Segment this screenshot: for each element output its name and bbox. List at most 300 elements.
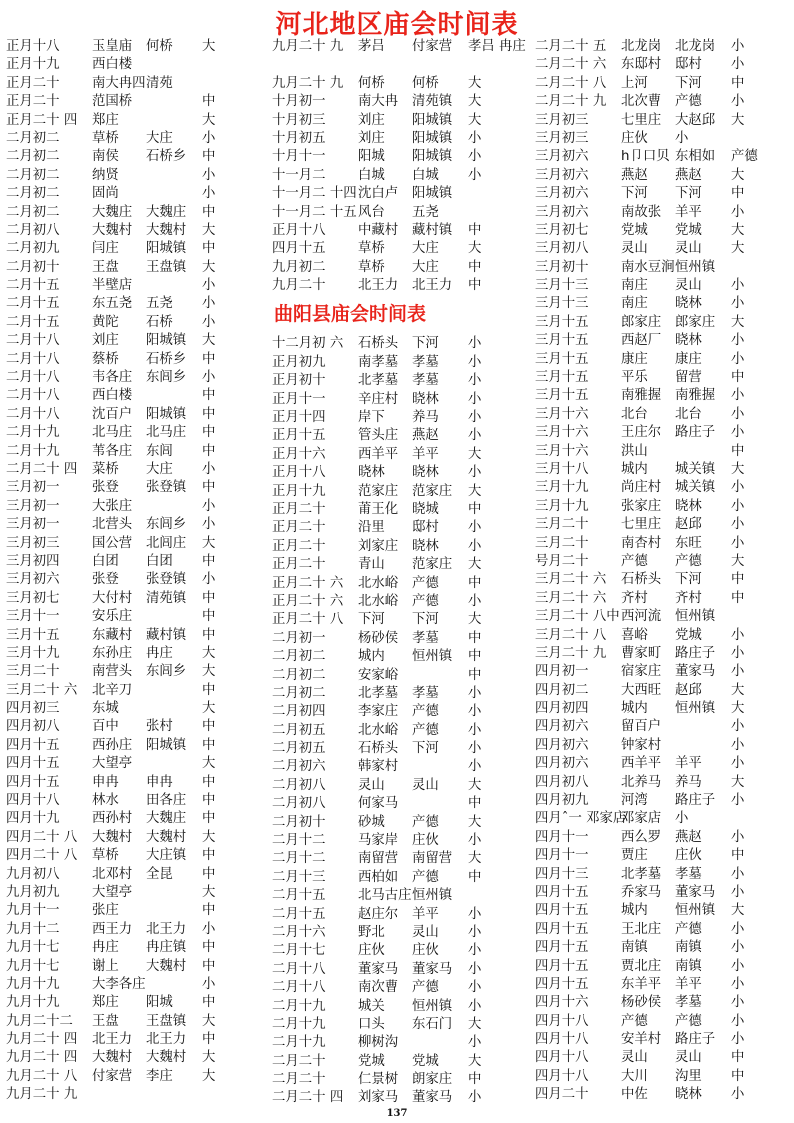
date-cell: 四月十八 — [535, 1068, 589, 1084]
town-cell: 晓林 — [675, 333, 702, 349]
town-cell: 恒州镇 — [412, 998, 453, 1014]
fair-row — [272, 703, 532, 721]
scale-cell: 小 — [731, 921, 745, 937]
date-cell: 正月二十 — [6, 94, 60, 110]
town-cell: 付家营 — [412, 39, 453, 54]
town-cell: 燕赵 — [675, 829, 702, 845]
fair-row — [272, 1016, 532, 1034]
village-cell: 范家庄 — [358, 483, 399, 499]
village-cell: 大魏村 — [92, 829, 133, 845]
village-cell: 张家庄 — [621, 498, 662, 514]
date-cell: 二月初二 — [6, 167, 60, 183]
town-cell: 庄伙 — [412, 833, 439, 849]
town-cell: 阳城镇 — [412, 186, 453, 202]
scale-cell: 中 — [202, 241, 216, 257]
scale-cell: 小 — [468, 391, 482, 407]
fair-row — [6, 939, 266, 957]
fair-row — [272, 722, 532, 740]
fair-row — [535, 939, 794, 957]
scale-cell: 中 — [468, 630, 482, 646]
town-cell: 羊平 — [675, 204, 702, 220]
village-cell: 洪山 — [621, 443, 648, 459]
scale-cell: 小 — [202, 167, 216, 183]
scale-cell: 小 — [731, 296, 745, 312]
town-cell: 南留营 — [412, 851, 453, 867]
fair-row — [272, 961, 532, 979]
scale-cell: 中 — [202, 774, 216, 790]
village-cell: 张庄 — [92, 903, 119, 919]
town-cell: 孝墓 — [412, 630, 439, 646]
village-cell: 乔家马 — [621, 884, 662, 900]
village-cell: 七里庄 — [621, 112, 662, 128]
town-cell: 五尧 — [146, 296, 173, 312]
date-cell: 二月初二 — [6, 130, 60, 146]
scale-cell: 小 — [731, 645, 745, 661]
date-cell: 二月初一 — [272, 630, 326, 646]
fair-row — [6, 921, 266, 939]
town-cell: 路庄子 — [675, 1032, 716, 1048]
fair-row — [535, 921, 794, 939]
village-cell: 城内 — [358, 649, 385, 665]
scale-cell: 小 — [468, 833, 482, 849]
town-cell: 晓林 — [675, 1087, 702, 1103]
village-cell: 南侯 — [92, 149, 119, 165]
scale-cell: 中 — [468, 796, 482, 812]
date-cell: 四月初二 — [535, 682, 589, 698]
scale-cell: 小 — [731, 406, 745, 422]
scale-cell: 小 — [731, 958, 745, 974]
town-cell: 冉庄镇 — [146, 940, 187, 956]
town-cell: 赵邱 — [675, 682, 702, 698]
village-cell: 东羊平 — [621, 976, 662, 992]
scale-cell: 大 — [202, 1050, 216, 1066]
scale-cell: 大 — [202, 112, 216, 128]
date-cell: 三月初三 — [6, 535, 60, 551]
date-cell: 正月二十 — [272, 520, 326, 536]
fair-row — [6, 902, 266, 920]
scale-cell: 小 — [468, 961, 482, 977]
village-cell: 苇各庄 — [92, 443, 133, 459]
village-cell: 西柏如 — [358, 869, 399, 885]
fair-row — [272, 501, 532, 519]
scale-cell: 小 — [202, 186, 216, 202]
fair-row — [535, 277, 794, 295]
village-cell: 大川 — [621, 1068, 648, 1084]
scale-cell: 小 — [731, 94, 745, 110]
fair-row — [272, 611, 532, 629]
fair-row — [6, 351, 266, 369]
village-cell: 刘家马 — [358, 1090, 399, 1106]
village-cell: 北龙岗 — [621, 39, 662, 54]
date-cell: 四月十五 — [535, 940, 589, 956]
village-cell: 庄伙 — [358, 943, 385, 959]
village-cell: 王盘 — [92, 1013, 119, 1029]
scale-cell: 大 — [731, 314, 745, 330]
fair-row — [535, 38, 794, 56]
town-cell: 大魏村 — [146, 958, 187, 974]
fair-row — [6, 75, 266, 93]
date-cell: 三月十三 — [535, 296, 589, 312]
fair-row — [272, 427, 532, 445]
date-cell: 四月十八 — [6, 793, 60, 809]
fair-row — [535, 443, 794, 461]
fair-row — [6, 1013, 266, 1031]
date-cell: 三月初一 — [6, 498, 60, 514]
date-cell: 三月初六 — [535, 186, 589, 202]
town-cell: 东闾 — [146, 443, 173, 459]
scale-cell: 中 — [202, 903, 216, 919]
fair-row — [535, 627, 794, 645]
date-cell: 四月十五 — [535, 903, 589, 919]
scale-cell: 大 — [731, 461, 745, 477]
date-cell: 三月十九 — [535, 498, 589, 514]
fair-row — [6, 994, 266, 1012]
date-cell: 二月十二 — [272, 851, 326, 867]
scale-cell: 小 — [731, 829, 745, 845]
village-cell: 灵山 — [621, 241, 648, 257]
village-cell: 西白楼 — [92, 57, 133, 73]
scale-cell: 中 — [202, 443, 216, 459]
scale-cell: 小 — [468, 130, 482, 146]
date-cell: 十月初三 — [272, 112, 326, 128]
date-cell: 二月十九 — [272, 1035, 326, 1051]
town-cell: 产德 — [675, 1013, 702, 1029]
village-cell: 郑庄 — [92, 995, 119, 1011]
fair-row — [272, 130, 532, 148]
fair-row — [272, 148, 532, 166]
date-cell: 正月十八 — [6, 39, 60, 54]
village-cell: 东城 — [92, 701, 119, 717]
village-cell: 北水峪 — [358, 575, 399, 591]
village-cell: 草桥 — [92, 130, 119, 146]
date-cell: 正月二十 六 — [272, 593, 344, 609]
village-cell: 口头 — [358, 1016, 385, 1032]
town-cell: 石桥 — [146, 314, 173, 330]
town-cell: 邸村 — [675, 57, 702, 73]
scale-cell: 小 — [468, 593, 482, 609]
date-cell: 正月二十 — [6, 75, 60, 91]
date-cell: 四月十五 — [535, 921, 589, 937]
date-cell: 九月十一 — [6, 903, 60, 919]
scale-cell: 大 — [731, 553, 745, 569]
fair-row — [535, 535, 794, 553]
date-cell: 四月初三 — [6, 701, 60, 717]
scale-cell: 小 — [202, 976, 216, 992]
village-cell: 刘家庄 — [358, 538, 399, 554]
fair-row — [6, 332, 266, 350]
date-cell: 四月ˆ一 邓家店 — [535, 811, 627, 827]
scale-cell: 小 — [468, 428, 482, 444]
fair-row — [272, 998, 532, 1016]
date-cell: 正月二十 — [272, 557, 326, 573]
town-cell: 北闾庄 — [146, 535, 187, 551]
fair-row — [272, 906, 532, 924]
date-cell: 正月十九 — [6, 57, 60, 73]
town-cell: 产德 — [412, 722, 439, 738]
village-cell: 大望亭 — [92, 756, 133, 772]
date-cell: 二月二十 — [272, 1072, 326, 1088]
date-cell: 三月初四 — [6, 553, 60, 569]
fair-row — [535, 976, 794, 994]
village-cell: 林水 — [92, 793, 119, 809]
village-cell: 茅吕 — [358, 39, 385, 54]
date-cell: 二月初九 — [6, 241, 60, 257]
fair-row — [272, 740, 532, 758]
scale-cell: 大 — [202, 884, 216, 900]
fair-row — [272, 630, 532, 648]
date-cell: 四月二十 — [535, 1087, 589, 1103]
scale-cell: 中 — [731, 1050, 745, 1066]
date-cell: 三月初六 — [535, 149, 589, 165]
date-cell: 二月十二 — [272, 833, 326, 849]
scale-cell: 小 — [202, 461, 216, 477]
town-cell: 留营 — [675, 370, 702, 386]
date-cell: 二月十九 — [6, 443, 60, 459]
scale-cell: 大 — [202, 1013, 216, 1029]
fair-row — [6, 571, 266, 589]
scale-cell: 小 — [468, 465, 482, 481]
village-cell: 刘庄 — [92, 333, 119, 349]
fair-row — [272, 593, 532, 611]
scale-cell: 中 — [202, 793, 216, 809]
date-cell: 二月十五 — [6, 314, 60, 330]
scale-cell: 小 — [202, 572, 216, 588]
town-cell: 恒州镇 — [412, 649, 453, 665]
fair-row — [272, 185, 532, 203]
date-cell: 三月初八 — [535, 241, 589, 257]
village-cell: 庄伙 — [621, 130, 648, 146]
date-cell: 四月二十 八 — [6, 848, 78, 864]
date-cell: 十一月二 十四 — [272, 186, 357, 202]
scale-cell: 小 — [731, 388, 745, 404]
date-cell: 三月二十 — [6, 664, 60, 680]
village-cell: 产德 — [621, 553, 648, 569]
village-cell: 仁景树 — [358, 1072, 399, 1088]
village-cell: 沈百户 — [92, 406, 133, 422]
date-cell: 二月十八 — [6, 351, 60, 367]
date-cell: 十二月初 六 — [272, 336, 344, 352]
fair-row — [6, 461, 266, 479]
scale-cell: 中 — [468, 649, 482, 665]
village-cell: 北养马 — [621, 774, 662, 790]
hebei-continued-list — [272, 38, 532, 295]
date-cell: 四月十八 — [535, 1032, 589, 1048]
date-cell: 三月二十 八中 — [535, 609, 620, 625]
town-cell: 羊平 — [675, 756, 702, 772]
village-cell: 石桥头 — [358, 741, 399, 757]
village-cell: 砂城 — [358, 814, 385, 830]
fair-row — [535, 424, 794, 442]
scale-cell: 大 — [202, 39, 216, 54]
fair-row — [272, 277, 532, 295]
village-cell: 留百户 — [621, 719, 662, 735]
village-cell: 喜峪 — [621, 627, 648, 643]
date-cell: 二月十五 — [272, 906, 326, 922]
date-cell: 三月十五 — [535, 351, 589, 367]
fair-row — [6, 866, 266, 884]
date-cell: 二月二十 四 — [6, 461, 78, 477]
town-cell: 恒州镇 — [675, 609, 716, 625]
date-cell: 九月十九 — [6, 995, 60, 1011]
town-cell: 董家马 — [412, 961, 453, 977]
date-cell: 二月初二 — [272, 667, 326, 683]
scale-cell: 小 — [731, 793, 745, 809]
scale-cell: 大 — [468, 241, 482, 257]
town-cell: 下河 — [675, 572, 702, 588]
village-cell: 野北 — [358, 924, 385, 940]
fair-row — [535, 295, 794, 313]
scale-cell: 中 — [202, 351, 216, 367]
scale-cell: 大 — [468, 112, 482, 128]
fair-row — [535, 1049, 794, 1067]
scale-cell: 小 — [731, 278, 745, 294]
town-cell: 东相如 — [675, 149, 716, 165]
scale-cell: 小 — [731, 995, 745, 1011]
village-cell: 玉皇庙 — [92, 39, 133, 54]
scale-cell: 小 — [731, 627, 745, 643]
fair-row — [6, 38, 266, 56]
date-cell: 三月十六 — [535, 425, 589, 441]
scale-cell: 中 — [468, 259, 482, 275]
fair-row — [535, 553, 794, 571]
date-cell: 四月十五 — [535, 958, 589, 974]
town-cell: 大魏村 — [146, 1050, 187, 1066]
scale-cell: 大 — [202, 829, 216, 845]
village-cell: 北营头 — [92, 517, 133, 533]
date-cell: 二月二十 六 — [535, 57, 607, 73]
town-cell: 南镇 — [675, 958, 702, 974]
village-cell: 城内 — [621, 903, 648, 919]
village-cell: 西羊平 — [621, 756, 662, 772]
fair-row — [535, 93, 794, 111]
scale-cell: 小 — [731, 1087, 745, 1103]
scale-cell: 大 — [731, 903, 745, 919]
scale-cell: 小 — [468, 722, 482, 738]
town-cell: 燕赵 — [675, 167, 702, 183]
scale-cell: 大 — [468, 814, 482, 830]
scale-cell: 中 — [202, 958, 216, 974]
town-cell: 大赵邱 — [675, 112, 716, 128]
fair-row — [272, 795, 532, 813]
town-cell: 东闾乡 — [146, 517, 187, 533]
village-cell: 北马古庄 — [358, 888, 412, 904]
fair-row — [6, 406, 266, 424]
village-cell: 大西旺 — [621, 682, 662, 698]
village-cell: 国公营 — [92, 535, 133, 551]
scale-cell: 小 — [468, 520, 482, 536]
fair-row — [6, 700, 266, 718]
town-cell: 全昆 — [146, 866, 173, 882]
date-cell: 三月二十 九 — [535, 645, 607, 661]
town-cell: 产德 — [412, 980, 439, 996]
village-cell: 张登 — [92, 572, 119, 588]
date-cell: 正月十六 — [272, 446, 326, 462]
village-cell: 安家峪 — [358, 667, 399, 683]
town-cell: 小 — [675, 130, 689, 146]
scale-cell: 小 — [468, 759, 482, 775]
town-cell: 小 — [675, 811, 689, 827]
fair-row — [6, 204, 266, 222]
date-cell: 十月初五 — [272, 130, 326, 146]
village-cell: 韩家村 — [358, 759, 399, 775]
town-cell: 清苑 — [146, 75, 173, 91]
scale-cell: 中 — [468, 575, 482, 591]
scale-cell: 小 — [468, 924, 482, 940]
town-cell: 范家庄 — [412, 557, 453, 573]
fair-row — [535, 1031, 794, 1049]
town-cell: 孝墓 — [412, 685, 439, 701]
fair-row — [535, 718, 794, 736]
village-cell: 城内 — [621, 701, 648, 717]
town-cell: 何桥 — [412, 75, 439, 91]
fair-row — [272, 483, 532, 501]
village-cell: 灵山 — [358, 777, 385, 793]
town-cell: 羊平 — [412, 446, 439, 462]
scale-cell: 中 — [202, 719, 216, 735]
town-cell: 白团 — [146, 553, 173, 569]
fair-row — [272, 869, 532, 887]
scale-cell: 产德 — [731, 149, 758, 165]
date-cell: 正月十一 — [272, 391, 326, 407]
fair-row — [272, 354, 532, 372]
date-cell: 四月十九 — [6, 811, 60, 827]
scale-cell: 小 — [202, 498, 216, 514]
fair-row — [6, 792, 266, 810]
scale-cell: 大 — [202, 756, 216, 772]
scale-cell: 中 — [731, 75, 745, 91]
scale-cell: 中 — [202, 94, 216, 110]
scale-cell: 小 — [731, 39, 745, 54]
fair-row — [535, 608, 794, 626]
date-cell: 十一月二 — [272, 167, 326, 183]
village-cell: 产德 — [621, 1013, 648, 1029]
date-cell: 四月十五 — [6, 756, 60, 772]
date-cell: 三月十六 — [535, 443, 589, 459]
date-cell: 四月二十 八 — [6, 829, 78, 845]
village-cell: 中佐 — [621, 1087, 648, 1103]
scale-cell: 中 — [202, 425, 216, 441]
fair-row — [272, 112, 532, 130]
fair-row — [272, 259, 532, 277]
village-cell: 北水峪 — [358, 593, 399, 609]
fair-row — [272, 758, 532, 776]
scale-cell: 大 — [731, 222, 745, 238]
date-cell: 正月二十 — [272, 501, 326, 517]
scale-cell: 小 — [731, 1013, 745, 1029]
date-cell: 三月十三 — [535, 278, 589, 294]
town-cell: 五尧 — [412, 204, 439, 220]
scale-cell: 小 — [202, 517, 216, 533]
fair-row — [272, 391, 532, 409]
village-cell: 下河 — [621, 186, 648, 202]
town-cell: 大庄 — [412, 259, 439, 275]
date-cell: 正月二十 四 — [6, 112, 78, 128]
town-cell: 产德 — [412, 575, 439, 591]
scale-cell: 中 — [202, 995, 216, 1011]
fair-row — [535, 682, 794, 700]
date-cell: 三月十六 — [535, 406, 589, 422]
town-cell: 大庄 — [146, 130, 173, 146]
town-cell: 阳城镇 — [146, 241, 187, 257]
village-cell: 康庄 — [621, 351, 648, 367]
scale-cell: 小 — [468, 354, 482, 370]
scale-cell: 小 — [468, 998, 482, 1014]
date-cell: 四月十五 — [6, 737, 60, 753]
date-cell: 三月初三 — [535, 112, 589, 128]
fair-row — [6, 148, 266, 166]
scale-cell: 小 — [202, 278, 216, 294]
village-cell: 西羊平 — [358, 446, 399, 462]
